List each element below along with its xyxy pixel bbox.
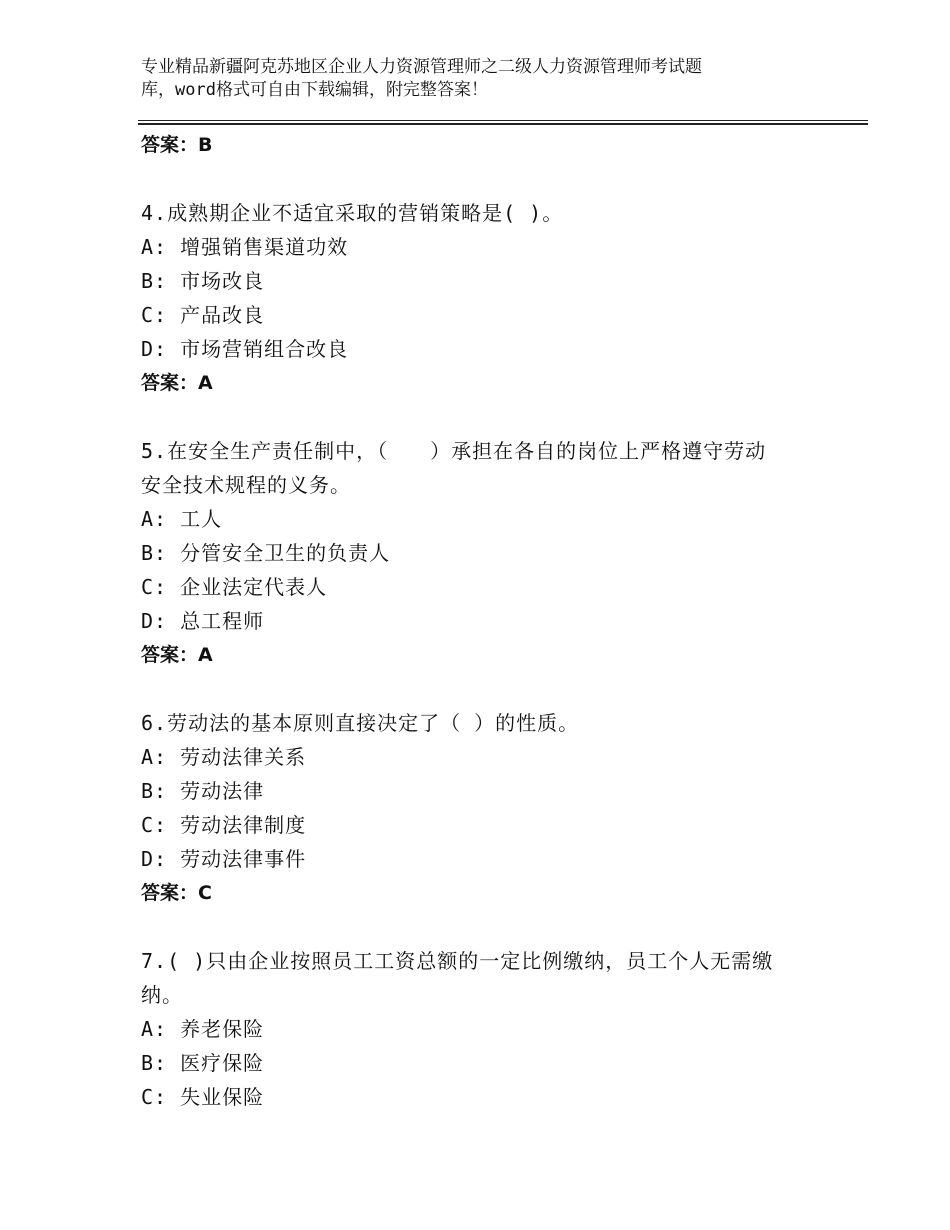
question-stem: 4.成熟期企业不适宜采取的营销策略是( )。 xyxy=(141,201,564,225)
question-6 xyxy=(141,706,841,910)
answer-label: 答案：A xyxy=(141,644,213,666)
question-stem-cont: 纳。 xyxy=(141,983,183,1007)
header-line-1: 专业精品新疆阿克苏地区企业人力资源管理师之二级人力资源管理师考试题 xyxy=(141,57,702,77)
question-5 xyxy=(141,434,841,672)
option-a: A: 劳动法律关系 xyxy=(141,745,307,769)
spacer xyxy=(141,910,841,944)
option-b: B: 分管安全卫生的负责人 xyxy=(141,541,391,565)
question-stem: 5.在安全生产责任制中，（ ）承担在各自的岗位上严格遵守劳动 xyxy=(141,439,767,463)
option-d: D: 市场营销组合改良 xyxy=(141,337,349,361)
spacer xyxy=(141,162,841,196)
spacer xyxy=(141,400,841,434)
option-d: D: 劳动法律事件 xyxy=(141,847,307,871)
option-c: C: 产品改良 xyxy=(141,303,265,327)
option-b: B: 市场改良 xyxy=(141,269,265,293)
spacer xyxy=(141,672,841,706)
question-stem: 6.劳动法的基本原则直接决定了（ ）的性质。 xyxy=(141,711,580,735)
question-stem-cont: 安全技术规程的义务。 xyxy=(141,473,351,497)
question-stem: 7.( )只由企业按照员工工资总额的一定比例缴纳，员工个人无需缴 xyxy=(141,949,774,973)
option-d: D: 总工程师 xyxy=(141,609,265,633)
page-header xyxy=(141,56,841,102)
option-a: A: 工人 xyxy=(141,507,223,531)
previous-answer: 答案：B xyxy=(141,134,213,156)
answer-label: 答案：C xyxy=(141,882,212,904)
question-7 xyxy=(141,944,841,1114)
option-c: C: 失业保险 xyxy=(141,1085,265,1109)
option-a: A: 增强销售渠道功效 xyxy=(141,235,349,259)
question-4 xyxy=(141,196,841,400)
header-rule-thick xyxy=(138,123,868,125)
question-list xyxy=(141,128,841,1114)
header-rule-thin xyxy=(138,120,868,121)
header-line-2: 库，word格式可自由下载编辑，附完整答案！ xyxy=(141,80,488,100)
option-a: A: 养老保险 xyxy=(141,1017,265,1041)
answer-label: 答案：A xyxy=(141,372,213,394)
option-b: B: 劳动法律 xyxy=(141,779,265,803)
option-c: C: 劳动法律制度 xyxy=(141,813,307,837)
option-c: C: 企业法定代表人 xyxy=(141,575,328,599)
option-b: B: 医疗保险 xyxy=(141,1051,265,1075)
